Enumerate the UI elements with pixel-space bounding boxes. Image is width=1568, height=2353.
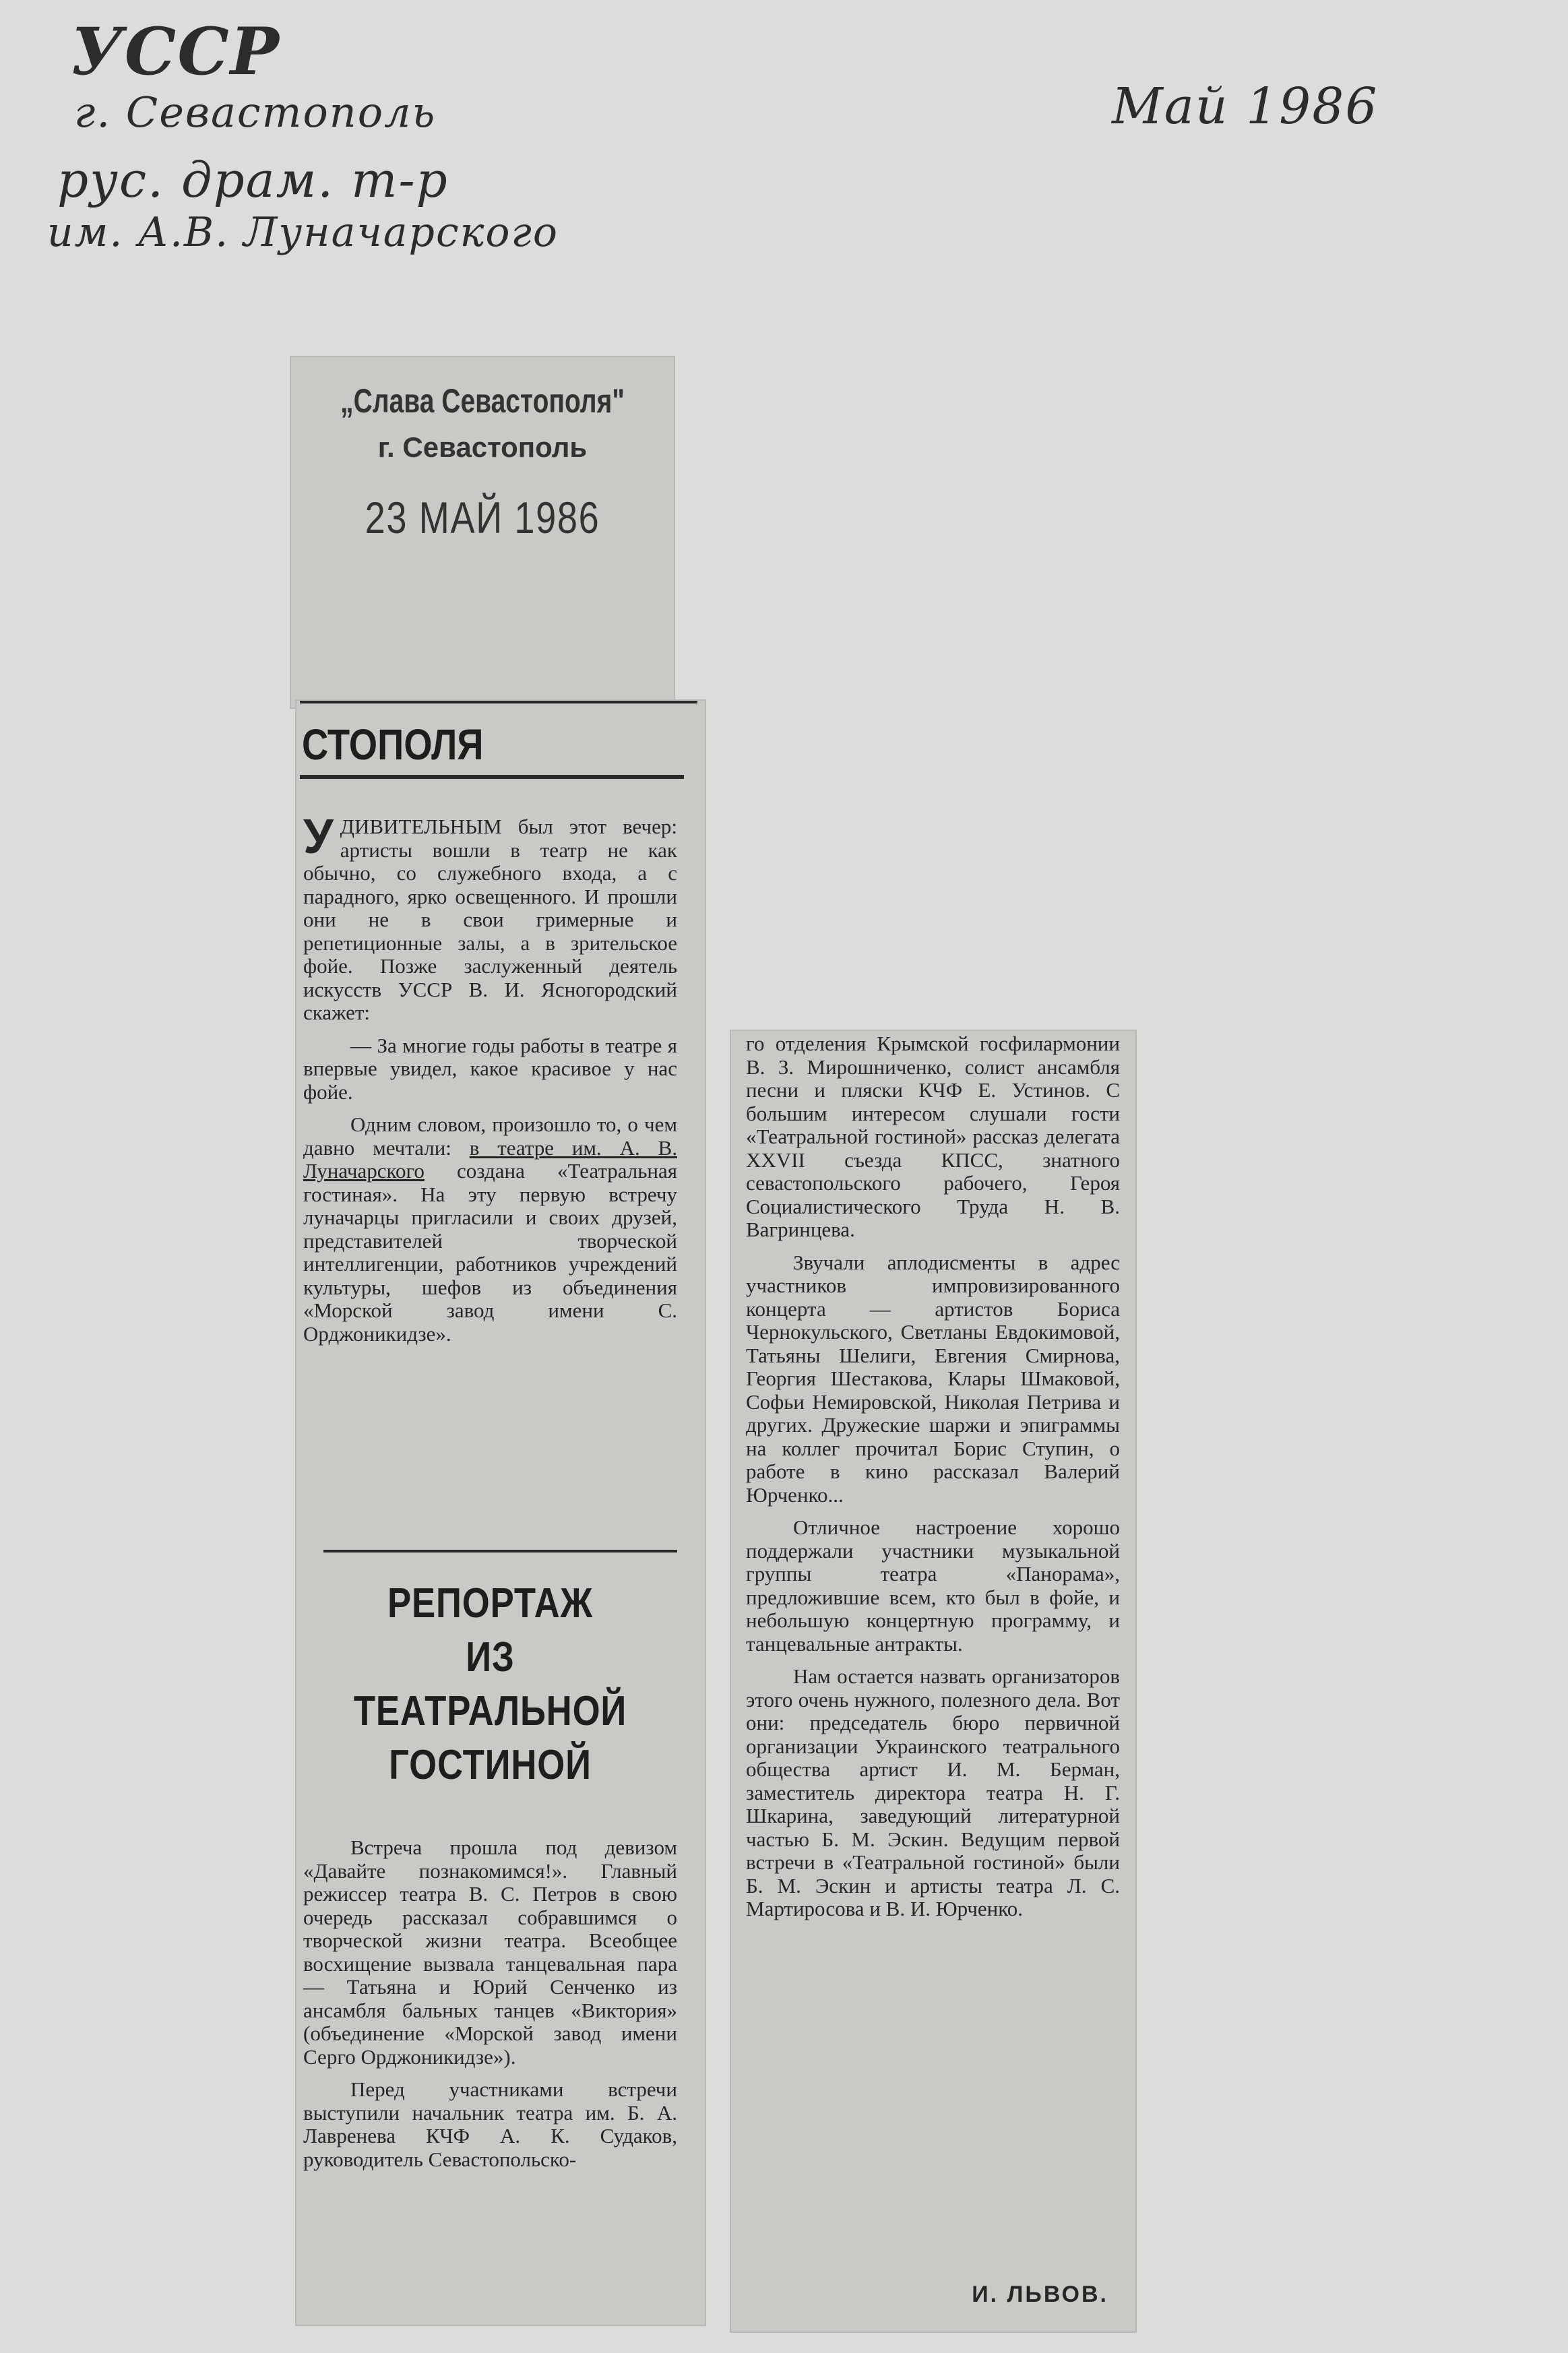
headline-line-3: ГОСТИНОЙ: [389, 1742, 592, 1788]
author-signature: И. ЛЬВОВ.: [972, 2282, 1108, 2307]
paragraph-8: Отличное настроение хорошо поддержали участники музыкальной группы театра «Панорама», предложившие всем, кто был в фойе, и небольшую концертную программу, и танцевальные антракты.: [746, 1515, 1120, 1656]
article-body-right: [746, 1032, 1120, 1931]
stamp-city: г. Севастополь: [377, 431, 588, 463]
headline-line-2: ИЗ ТЕАТРАЛЬНОЙ: [353, 1634, 627, 1734]
masthead-rule: [300, 775, 684, 779]
column-top-rule: [300, 701, 697, 703]
headline-top-rule: [323, 1550, 677, 1552]
paragraph-6: го отделения Крымской госфилармонии В. З. Мирошниченко, солист ансамбля песни и пляски КЧФ Е. Устинов. С большим интересом слушали гости «Театральной гостиной» рассказ делегата XXVII съезда КПСС, знатного севастопольского рабочего, Героя Социалистического Труда Н. В. Вагринцева.: [746, 1032, 1120, 1241]
article-column-right: [731, 1031, 1135, 2331]
paragraph-1: УДИВИТЕЛЬНЫМ был этот вечер: артисты вошли в театр не как обычно, со служебного входа, а с парадного, ярко освещенного. И прошли они не в свои гримерные и репетиционные залы, а в зрительское фойе. Позже заслуженный деятель искусств УССР В. И. Ясногородский скажет:: [303, 810, 677, 1024]
handwritten-city: г. Севастополь: [74, 88, 437, 137]
handwritten-theatre: рус. драм. т-р: [57, 152, 449, 208]
stamp-newspaper-name: „Слава Севастополя": [340, 382, 625, 420]
stamp-date: 23 МАЙ 1986: [365, 493, 600, 542]
article-body-left: [303, 1836, 677, 2181]
paragraph-7: Звучали аплодисменты в адрес участников импровизированного концерта — артистов Бориса Чернокульского, Светланы Евдокимовой, Татьяны Шелиги, Евгения Смирнова, Георгия Шестакова, Клары Шмаковой, Софьи Немировской, Николая Петрива и других. Дружеские шаржи и эпиграммы на коллег прочитал Борис Ступин, о работе в кино рассказал Валерий Юрченко...: [746, 1250, 1120, 1507]
article-column-left: [296, 701, 705, 2325]
handwritten-date: Май 1986: [1112, 77, 1379, 135]
paragraph-9: Нам остается назвать организаторов этого очень нужного, полезного дела. Вот они: председатель бюро первичной организации Украинского театрального общества артист И. М. Берман, заместитель директора театра Н. Г. Шкарина, заведующий литературной частью Б. М. Эскин. Ведущим первой встречи в «Театральной гостиной» были Б. М. Эскин и артисты театра Л. С. Мартиросова и В. И. Юрченко.: [746, 1664, 1120, 1920]
paragraph-3: Одним словом, произошло то, о чем давно мечтали: в театре им. А. В. Луначарского создана «Театральная гостиная». На эту первую встречу луначарцы пригласили и своих друзей, представителей творческой интеллигенции, работников учреждений культуры, шефов из объединения «Морской завод имени С. Орджоникидзе».: [303, 1112, 677, 1346]
masthead-fragment: СТОПОЛЯ: [302, 720, 484, 769]
newspaper-stamp: [291, 357, 674, 708]
handwritten-theatre-name: им. А.В. Луначарского: [47, 209, 559, 256]
article-headline: [303, 1577, 677, 1792]
paragraph-4: Встреча прошла под девизом «Давайте познакомимся!». Главный режиссер театра В. С. Петров в свою очередь рассказал собравшимся о творческой жизни театра. Всеобщее восхищение вызвала танцевальная пара — Татьяна и Юрий Сенченко из ансамбля бальных танцев «Виктория» (объединение «Морской завод имени Серго Орджоникидзе»).: [303, 1836, 677, 2069]
paragraph-2: — За многие годы работы в театре я впервые увидел, какое красивое у нас фойе.: [303, 1033, 677, 1104]
underlined-theatre-name: в театре им. А. В. Луначарского: [303, 1135, 677, 1183]
handwritten-republic: УССР: [71, 13, 280, 90]
headline-line-1: РЕПОРТАЖ: [387, 1580, 593, 1627]
article-intro: [303, 810, 677, 1355]
drop-cap: У: [303, 810, 334, 864]
paragraph-5: Перед участниками встречи выступили начальник театра им. Б. А. Лавренева КЧФ А. К. Судаков, руководитель Севастопольско-: [303, 2077, 677, 2171]
